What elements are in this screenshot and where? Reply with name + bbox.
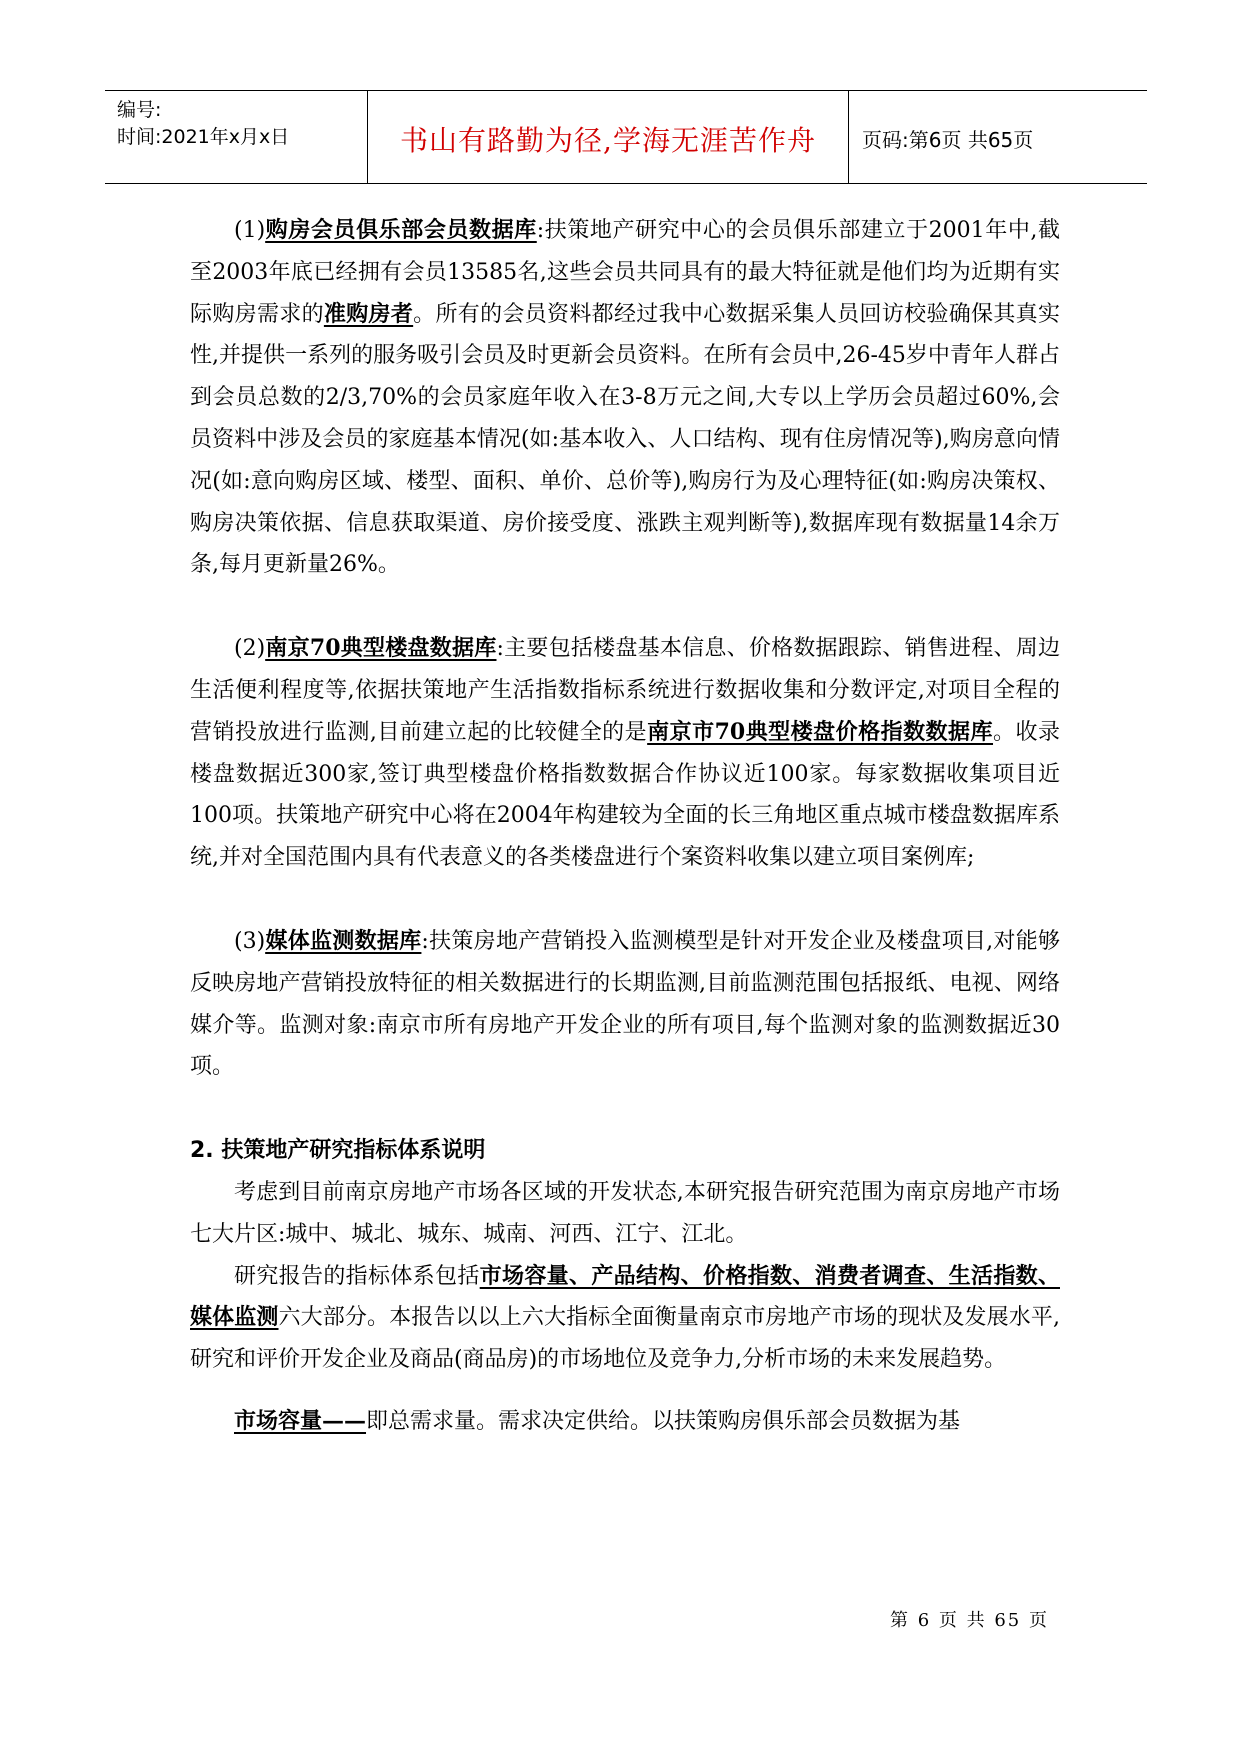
header-page-info: 页码:第6页 共65页 [862,128,1034,152]
header-motto-cell [368,91,849,183]
paragraph-text: 。收录楼盘数据近300家,签订典型楼盘价格指数数据合作协议近100家。每家数据收集项目近100项。扶策地产研究中心将在2004年构建较为全面的长三角地区重点城市楼盘数据库系统,并对全国范围内具有代表意义的各类楼盘进行个案资料收集以建立项目案例库; [190,719,1060,871]
document-number-label: 编号: [117,99,162,121]
paragraph-index-system [190,1256,1060,1381]
header-page-cell [850,91,1147,183]
document-time-label: 时间:2021年x月x日 [117,126,290,148]
page-footer: 第 6 页 共 65 页 [890,1610,1049,1631]
paragraph-market-capacity [190,1401,1060,1443]
highlight-term: 南京市70典型楼盘价格指数数据库 [647,718,994,745]
paragraph-text: 即总需求量。需求决定供给。以扶策购房俱乐部会员数据为基 [366,1408,961,1434]
item-title: 市场容量—— [234,1407,367,1434]
document-body [190,210,1060,1443]
paragraph-text: :主要包括楼盘基本信息、价格数据跟踪、销售进程、周边生活便利程度等,依据扶策地产生活指数指标系统进行数据收集和分数评定,对项目全程的营销投放进行监测,目前建立起的比较健全的是 [190,636,1060,745]
item-prefix: (3) [234,928,266,954]
paragraph-text: 。所有的会员资料都经过我中心数据采集人员回访校验确保其真实性,并提供一系列的服务吸引会员及时更新会员资料。在所有会员中,26-45岁中青年人群占到会员总数的2/3,70%的会员家庭年收入在3-8万元之间,大专以上学历会员超过60%,会员资料中涉及会员的家庭基本情况(如:基本收入、人口结构、现有住房情况等),购房意向情况(如:意向购房区域、楼型、面积、单价、总价等),购房行为及心理特征(如:购房决策权、购房决策依据、信息获取渠道、房价接受度、涨跌主观判断等),数据库现有数据量14余万条,每月更新量26%。 [190,301,1060,578]
paragraph-media-database [190,921,1060,1088]
item-title: 购房会员俱乐部会员数据库 [265,217,537,243]
paragraph-project-database [190,628,1060,879]
header-info-cell [105,91,368,183]
item-title: 媒体监测数据库 [265,927,422,954]
item-title: 南京70典型楼盘数据库 [265,635,497,662]
paragraph-text: :扶策地产研究中心的会员俱乐部建立于2001年中,截至2003年底已经拥有会员13585名,这些会员共同具有的最大特征就是他们均为近期有实际购房需求的 [190,218,1060,327]
paragraph-research-scope: 考虑到目前南京房地产市场各区域的开发状态,本研究报告研究范围为南京房地产市场七大片区:城中、城北、城东、城南、河西、江宁、江北。 [190,1179,1060,1247]
highlight-term: 准购房者 [323,300,414,327]
paragraph-text: 六大部分。本报告以以上六大指标全面衡量南京市房地产市场的现状及发展水平,研究和评价开发企业及商品(商品房)的市场地位及竞争力,分析市场的未来发展趋势。 [190,1305,1060,1373]
highlight-term: 市场容量、产品结构、价格指数、消费者调查、生活指数、媒体监测 [190,1262,1060,1331]
page-header [105,90,1147,184]
paragraph-text: :扶策房地产营销投入监测模型是针对开发企业及楼盘项目,对能够反映房地产营销投放特征的相关数据进行的长期监测,目前监测范围包括报纸、电视、网络媒介等。监测对象:南京市所有房地产开发企业的所有项目,每个监测对象的监测数据近30项。 [190,928,1060,1080]
paragraph-member-database [190,210,1060,586]
header-motto: 书山有路勤为径,学海无涯苦作舟 [400,124,816,157]
paragraph-text: 研究报告的指标体系包括 [234,1263,480,1289]
item-prefix: (1) [234,218,266,243]
section-heading: 2. 扶策地产研究指标体系说明 [190,1138,486,1164]
item-prefix: (2) [234,636,266,662]
